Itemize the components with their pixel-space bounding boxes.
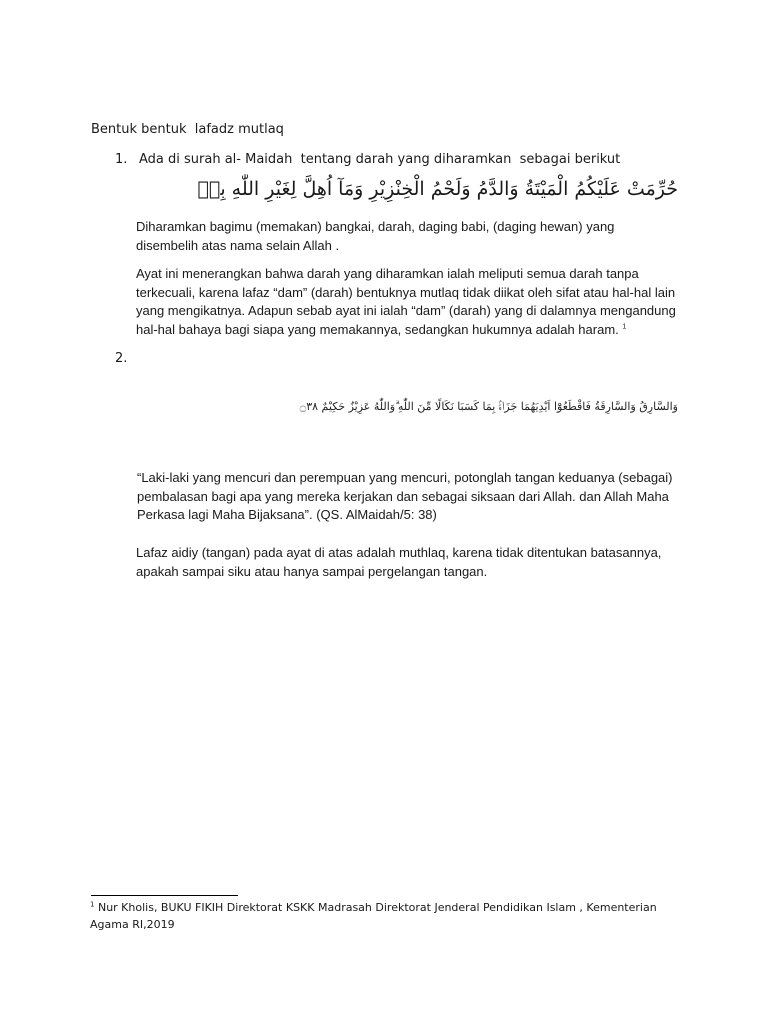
verse-1-explanation-text: Ayat ini menerangkan bahwa darah yang diharamkan ialah meliputi semua darah tanpa terkecuali, karena lafaz “dam” (darah) bentuknya mutlaq tidak diikat oleh sifat atau hal-hal lain yang mengikatnya. Adapun sebab ayat ini ialah “dam” (darah) yang di dalamnya mengandung hal-hal bahaya bagi siapa yang memakannya, sedangkan hukumnya adalah haram. xyxy=(136,266,676,337)
footnote-reference[interactable]: 1 xyxy=(622,323,627,331)
verse-1-explanation xyxy=(136,265,676,339)
footnote-separator xyxy=(91,895,238,896)
list-item-1-title: Ada di surah al- Maidah tentang darah yang diharamkan sebagai berikut xyxy=(139,152,621,167)
arabic-verse-1: حُرِّمَتْ عَلَيْكُمُ الْمَيْتَةُ وَالدَّمُ وَلَحْمُ الْخِنْزِيْرِ وَمَآ اُهِلَّ لِغَيْرِ اللّٰهِ بِهٖ xyxy=(197,178,678,200)
footnote-text: Nur Kholis, BUKU FIKIH Direktorat KSKK Madrasah Direktorat Jenderal Pendidikan Islam , Kementerian Agama RI,2019 xyxy=(90,901,657,931)
arabic-verse-2: وَالسَّارِقُ وَالسَّارِقَةُ فَاقْطَعُوْٓا اَيْدِيَهُمَا جَزَاۤءًۢ بِمَا كَسَبَا نَكَالًا مِّنَ اللّٰهِ ۗوَاللّٰهُ عَزِيْزٌ حَكِيْمٌ ۝٣٨ xyxy=(299,400,678,413)
list-number-1: 1. xyxy=(115,152,128,167)
verse-1-translation: Diharamkan bagimu (memakan) bangkai, darah, daging babi, (daging hewan) yang disembelih atas nama selain Allah . xyxy=(136,219,615,253)
section-heading: Bentuk bentuk lafadz mutlaq xyxy=(91,122,284,137)
list-number-2: 2. xyxy=(115,351,128,366)
footnote xyxy=(90,899,680,933)
verse-2-explanation: Lafaz aidiy (tangan) pada ayat di atas adalah muthlaq, karena tidak ditentukan batasannya, apakah sampai siku atau hanya sampai pergelangan tangan. xyxy=(136,545,662,579)
verse-2-translation: “Laki-laki yang mencuri dan perempuan yang mencuri, potonglah tangan keduanya (sebagai) pembalasan bagi apa yang mereka kerjakan dan sebagai siksaan dari Allah. dan Allah Maha Perkasa lagi Maha Bijaksana”. (QS. AlMaidah/5: 38) xyxy=(137,470,673,522)
footnote-number: 1 xyxy=(90,900,95,909)
